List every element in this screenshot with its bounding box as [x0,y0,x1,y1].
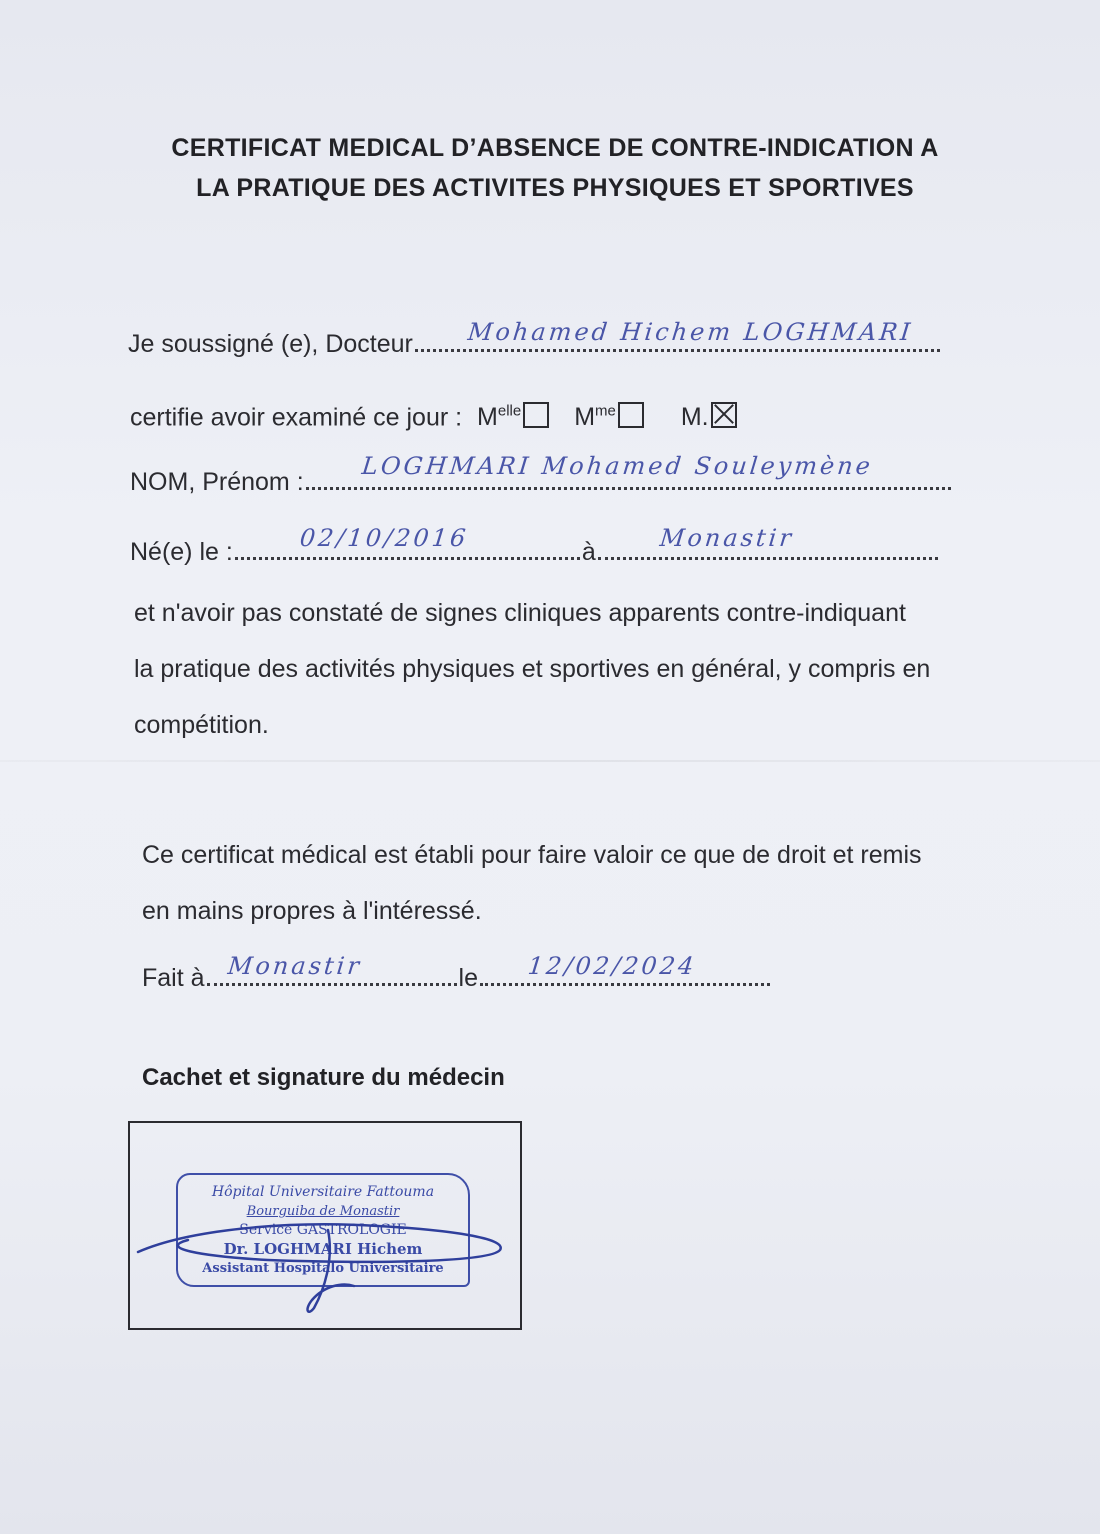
born-place-handwritten-value: Monastir [658,524,796,552]
certify-line [130,396,737,433]
name-dotted-line [306,481,951,490]
doctor-label: Je soussigné (e), Docteur [128,330,413,358]
option-mme[interactable]: $M^{me}$ [574,403,644,431]
statement-line-2: la pratique des activités physiques et sportives en général, y compris en [134,655,931,683]
issuance-paragraph [142,827,1002,939]
stamp-service: Service GASTROLOGIE [239,1222,407,1238]
handwritten-signature [128,1190,518,1320]
stamp-hospital: Hôpital Universitaire Fattouma [211,1184,435,1200]
stamp-doctor-name: Dr. LOGHMARI Hichem [223,1240,423,1258]
born-at-label: à [581,538,596,566]
paper-fold [0,760,1100,762]
title-line-2: LA PRATIQUE DES ACTIVITES PHYSIQUES ET SPORTIVES [196,174,914,202]
date-handwritten-value: 12/02/2024 [526,952,698,980]
certify-label: certifie avoir examiné ce jour : [130,403,463,432]
document-title [140,128,970,208]
checkbox-melle[interactable] [523,402,549,428]
checkbox-mme[interactable] [618,402,644,428]
issuance-line-1: Ce certificat médical est établi pour faire valoir ce que de droit et remis [142,841,922,869]
option-m[interactable]: M. [681,403,737,431]
doctor-handwritten-value: Mohamed Hichem LOGHMARI [466,318,915,346]
place-handwritten-value: Monastir [226,952,364,980]
name-label: NOM, Prénom : [130,468,304,496]
checkbox-m-checked[interactable] [711,402,737,428]
born-date-handwritten-value: 02/10/2016 [298,524,470,552]
signature-heading: Cachet et signature du médecin [142,1064,505,1091]
born-date-dotted-line [235,551,580,560]
born-label: Né(e) le : [130,538,233,566]
stamp-city: Bourguiba de Monastir [246,1204,400,1219]
statement-paragraph [134,585,994,753]
stamp-doctor-title: Assistant Hospitalo Universitaire [202,1261,444,1276]
born-line [130,536,940,568]
born-place-dotted-line [598,551,938,560]
name-handwritten-value: LOGHMARI Mohamed Souleymène [360,452,875,480]
issuance-line-2: en mains propres à l'intéressé. [142,897,482,925]
statement-line-3: compétition. [134,711,269,739]
option-melle[interactable]: $M^{elle}$ [477,403,549,431]
place-label: Fait à [142,964,205,992]
title-line-1: CERTIFICAT MEDICAL D’ABSENCE DE CONTRE-INDICATION A [171,134,939,162]
statement-line-1: et n'avoir pas constaté de signes cliniques apparents contre-indiquant [134,599,906,627]
date-label: le [458,964,478,992]
